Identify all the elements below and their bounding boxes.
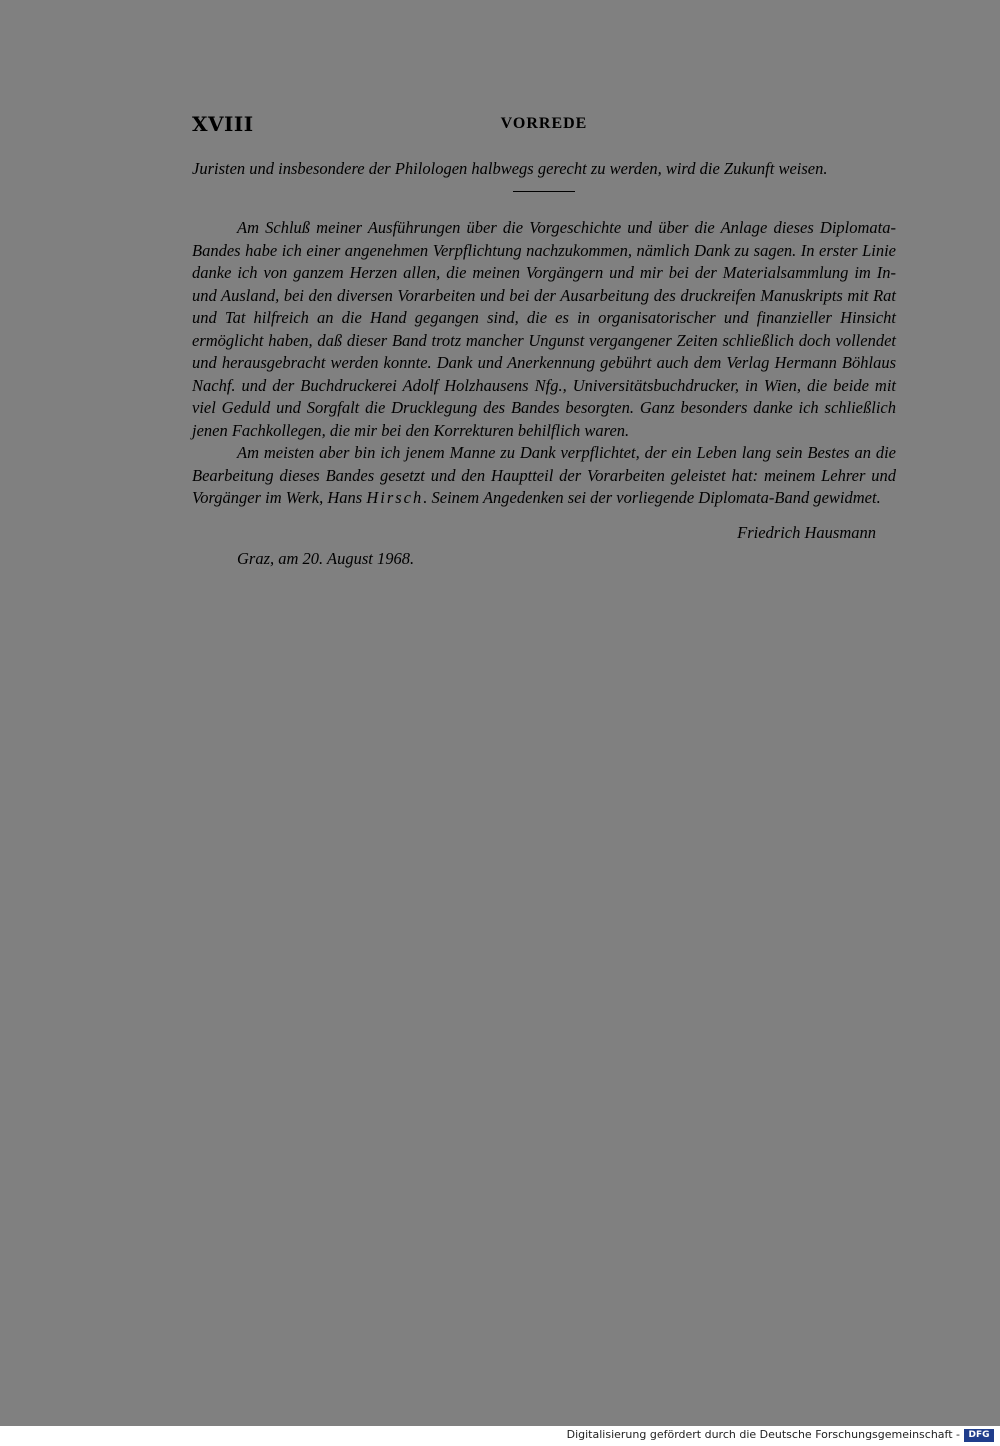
- acknowledgment-paragraph: Am Schluß meiner Ausführungen über die Vorgeschichte und über die Anlage dieses Diplomata-Bandes habe ich einer angenehmen Verpflichtung nachzukommen, nämlich Dank zu sagen. In erster Linie danke ich von ganzem Herzen allen, die meinen Vorgängern und mir bei der Materialsammlung im In- und Ausland, bei den diversen Vorarbeiten und bei der Ausarbeitung des druckreifen Manuskripts mit Rat und Tat hilfreich an die Hand gegangen sind, die es in organisatorischer und finanzieller Hinsicht ermöglicht haben, daß dieser Band trotz mancher Ungunst vergangener Zeiten schließlich doch vollendet und herausgebracht werden konnte. Dank und Anerkennung gebührt auch dem Verlag Hermann Böhlaus Nachf. und der Buchdruckerei Adolf Holzhausens Nfg., Universitätsbuchdrucker, in Wien, die beide mit viel Geduld und Sorgfalt die Drucklegung des Bandes besorgten. Ganz besonders danke ich schließlich jenen Fachkollegen, die mir bei den Korrekturen behilflich waren.: [192, 218, 896, 440]
- footer-bar: [0, 1426, 1000, 1446]
- dedication-paragraph: [192, 442, 896, 510]
- section-title: VORREDE: [500, 115, 588, 132]
- continuation-paragraph: Juristen und insbesondere der Philologen halbwegs gerecht zu werden, wird die Zukunft weisen.: [192, 159, 828, 178]
- dedication-text-start: Am meisten aber bin ich jenem Manne zu Dank verpflichtet, der ein Leben lang sein Bestes an die Bearbeitung dieses Bandes gesetzt und den Hauptteil der Vorarbeiten geleistet hat: meinem Lehrer und Vorgänger im Werk, Hans: [192, 443, 896, 507]
- place-date: Graz, am 20. August 1968.: [237, 549, 415, 568]
- body-text: [192, 158, 896, 571]
- author-signature: Friedrich Hausmann: [737, 522, 876, 542]
- running-head: [192, 112, 896, 136]
- footer-credit: Digitalisierung gefördert durch die Deutsche Forschungsgemeinschaft -: [566, 1428, 960, 1441]
- page-number: XVIII: [192, 112, 254, 136]
- dedication-name: Hirsch: [366, 488, 424, 507]
- dfg-logo-icon: DFG: [964, 1429, 994, 1442]
- section-divider: [513, 191, 575, 193]
- dedication-text-end: . Seinem Angedenken sei der vorliegende Diplomata-Band gewidmet.: [423, 488, 881, 507]
